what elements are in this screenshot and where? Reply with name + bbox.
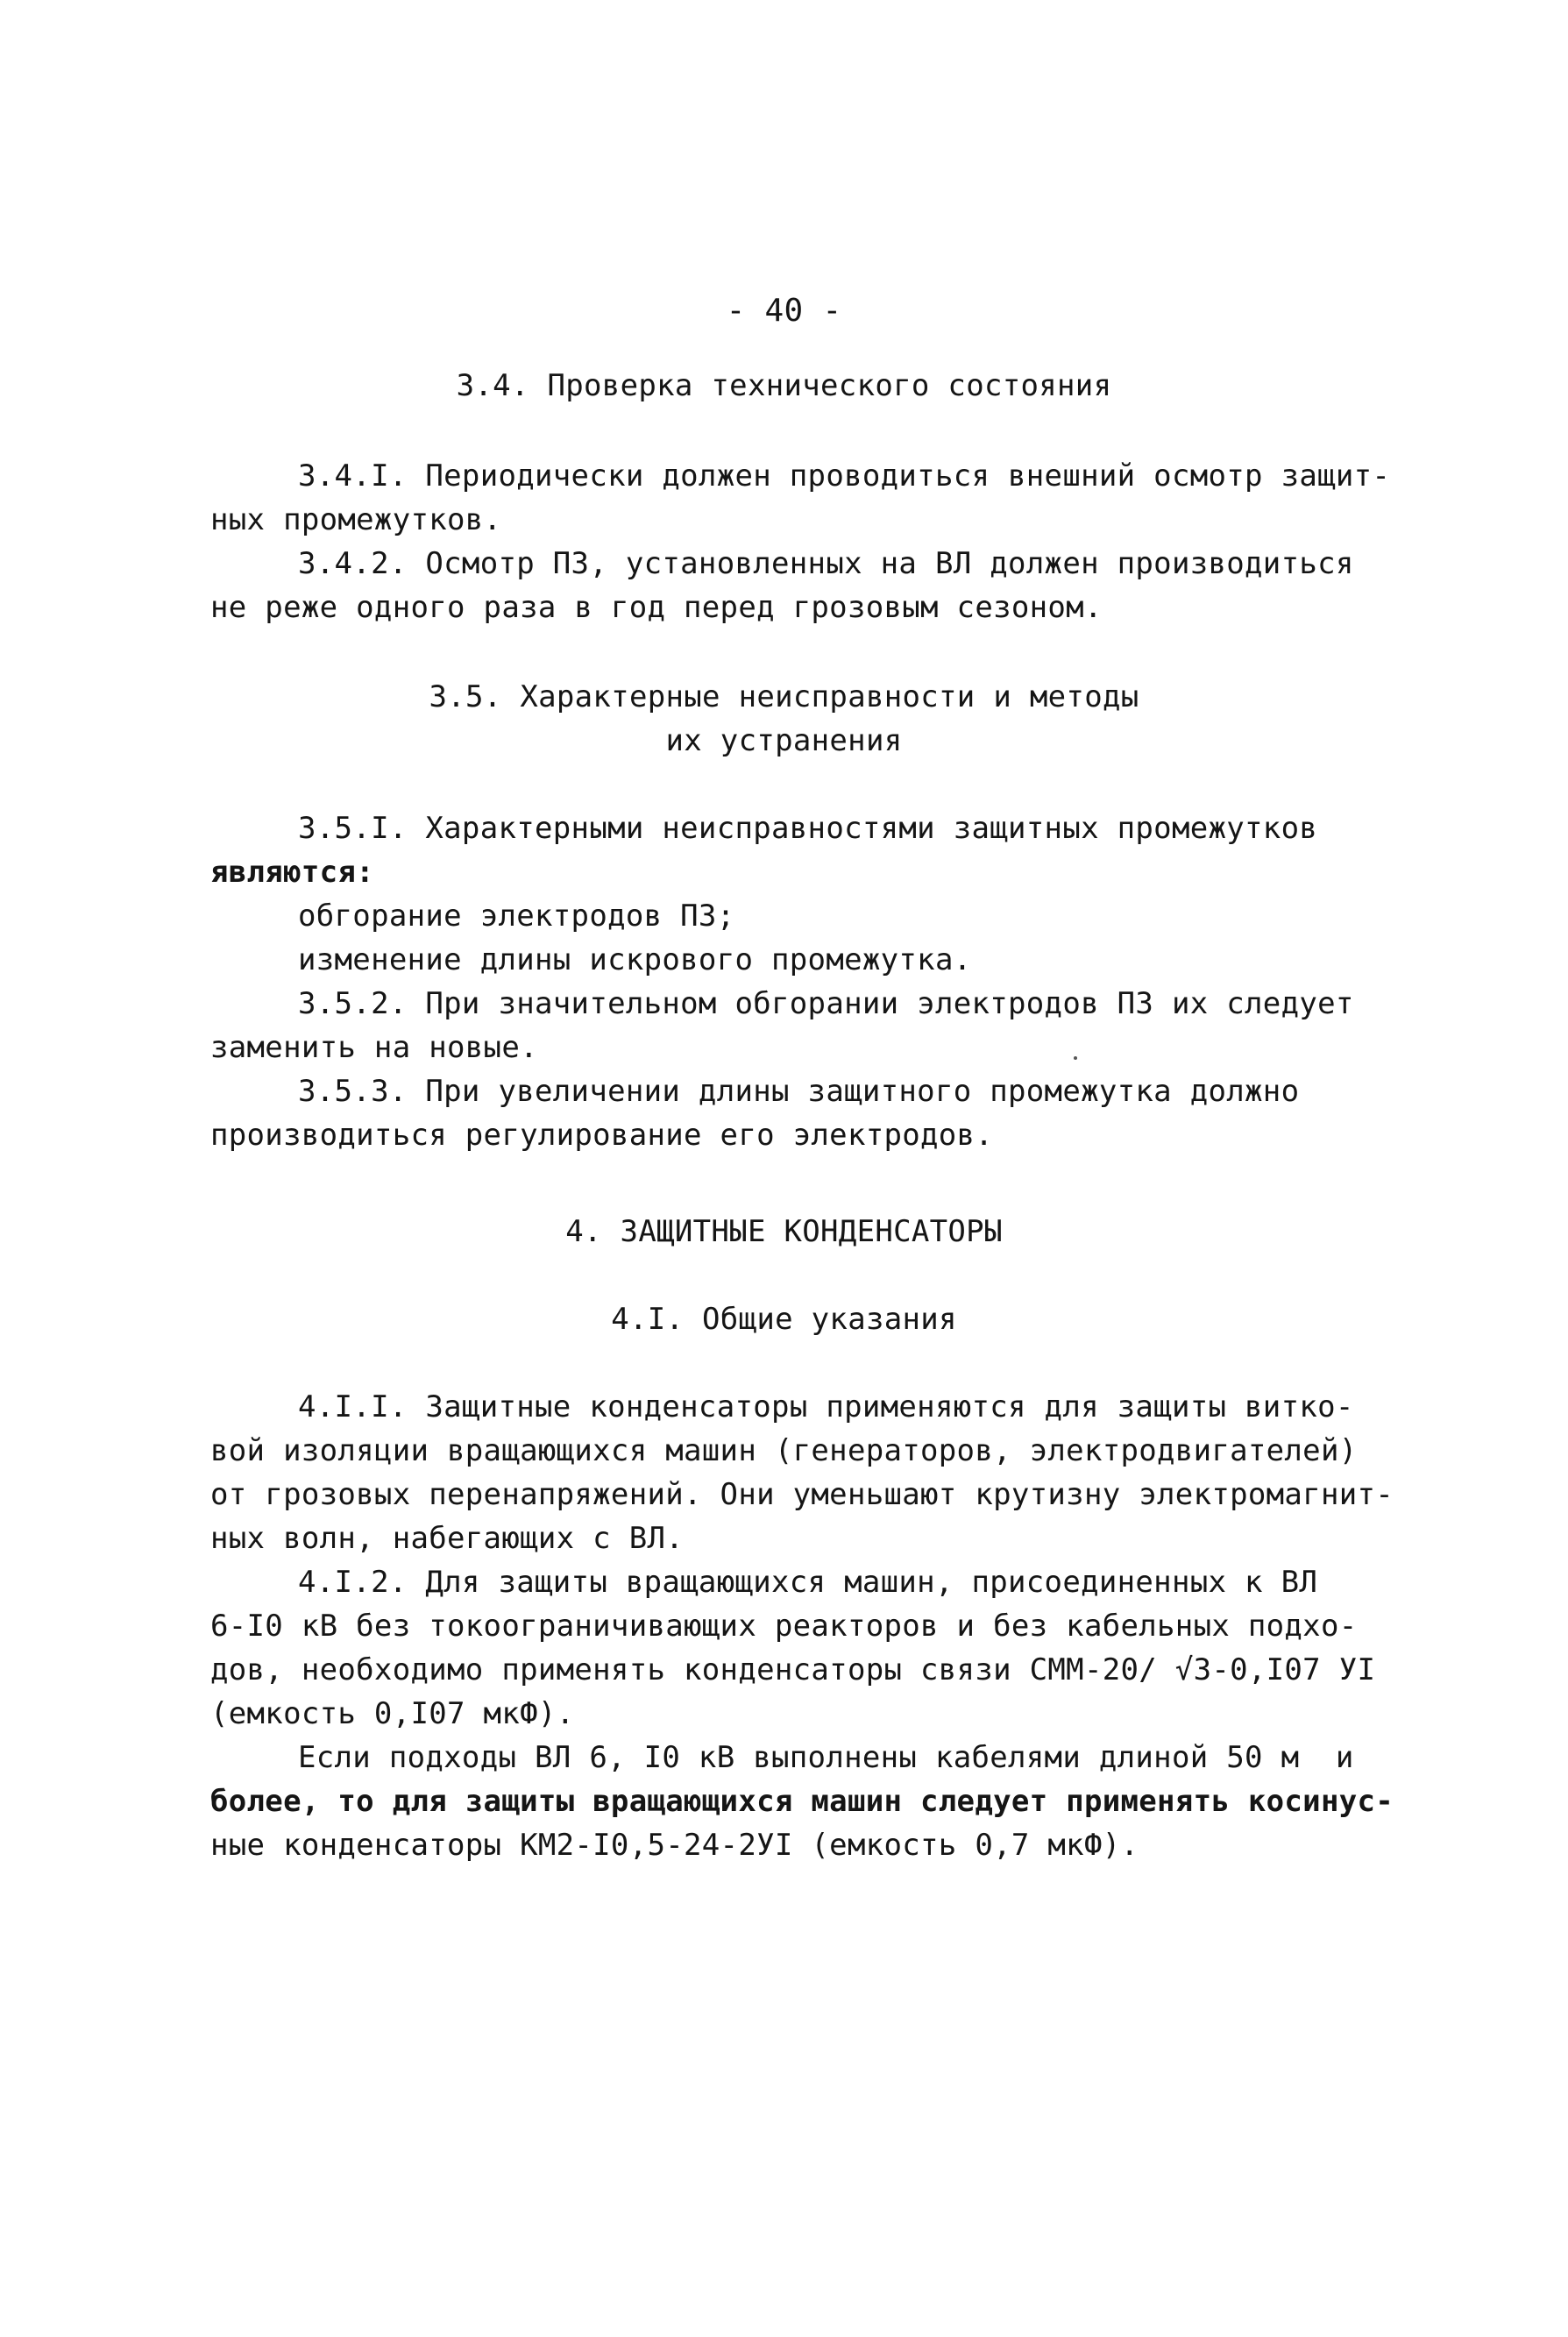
paragraph-3-5-2-line-1: 3.5.2. При значительном обгорании электродов ПЗ их следует [298,986,1354,1021]
paragraph-4-1-1-line-2: вой изоляции вращающихся машин (генераторов, электродвигателей) [210,1433,1358,1468]
section-4-heading: 4. ЗАЩИТНЫЕ КОНДЕНСАТОРЫ [565,1214,1003,1249]
list-item-gap-length-change: изменение длины искрового промежутка. [298,942,972,977]
paragraph-4-1-1-line-1: 4.I.I. Защитные конденсаторы применяются для защиты витко- [298,1389,1354,1424]
paragraph-3-5-2-line-2: заменить на новые. [210,1030,538,1065]
page-number: - 40 - [726,293,842,329]
section-4-1-heading: 4.I. Общие указания [611,1302,957,1337]
section-3-5-heading-line-1: 3.5. Характерные неисправности и методы [429,679,1139,714]
paragraph-3-5-1-line-2: являются: [210,855,374,890]
paragraph-3-5-3-line-2: производиться регулирование его электродов. [210,1118,994,1153]
paragraph-cable-approach-line-2: более, то для защиты вращающихся машин следует применять косинус- [210,1784,1394,1819]
paragraph-3-4-2-line-2: не реже одного раза в год перед грозовым сезоном. [210,590,1103,625]
paragraph-cable-approach-line-3: ные конденсаторы КМ2-I0,5-24-2УI (емкость 0,7 мкФ). [210,1828,1139,1863]
paragraph-4-1-2-line-4: (емкость 0,I07 мкФ). [210,1696,575,1731]
paragraph-4-1-1-line-4: ных волн, набегающих с ВЛ. [210,1521,685,1556]
list-item-electrode-burnout: обгорание электродов ПЗ; [298,899,735,934]
paragraph-4-1-1-line-3: от грозовых перенапряжений. Они уменьшают крутизну электромагнит- [210,1477,1394,1512]
paragraph-4-1-2-line-2: 6-I0 кВ без токоограничивающих реакторов и без кабельных подхо- [210,1609,1358,1644]
paragraph-3-5-3-line-1: 3.5.3. При увеличении длины защитного промежутка должно [298,1074,1300,1109]
paragraph-3-4-1-line-1: 3.4.I. Периодически должен проводиться внешний осмотр защит- [298,458,1391,494]
paragraph-4-1-2-line-1: 4.I.2. Для защиты вращающихся машин, присоединенных к ВЛ [298,1565,1318,1600]
paragraph-cable-approach-line-1: Если подходы ВЛ 6, I0 кВ выполнены кабелями длиной 50 м и [298,1740,1354,1775]
paragraph-4-1-2-line-3: дов, необходимо применять конденсаторы связи СММ-20/ √3-0,I07 УI [210,1652,1376,1687]
scan-speck [1074,1056,1077,1060]
paragraph-3-4-1-line-2: ных промежутков. [210,502,502,537]
paragraph-3-4-2-line-1: 3.4.2. Осмотр ПЗ, установленных на ВЛ должен производиться [298,546,1354,581]
section-3-5-heading-line-2: их устранения [665,723,903,758]
section-3-4-heading: 3.4. Проверка технического состояния [456,368,1112,403]
paragraph-3-5-1-line-1: 3.5.I. Характерными неисправностями защитных промежутков [298,811,1318,846]
